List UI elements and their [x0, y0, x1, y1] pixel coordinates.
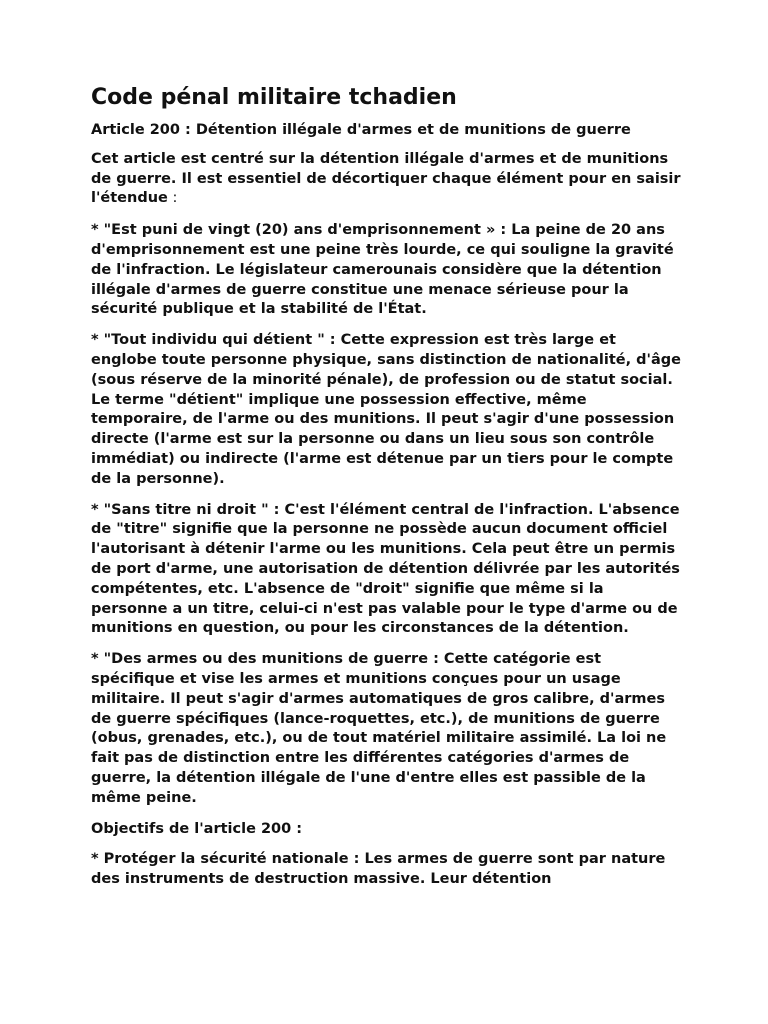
- objectives-heading: Objectifs de l'article 200 :: [91, 820, 303, 837]
- intro-text: Cet article est centré sur la détention illégale d'armes et de munitions de guerre. Il est essentiel de décortiquer chaque élément pour en saisir l'étendue: [91, 150, 681, 207]
- bullet-paragraph-4: * "Des armes ou des munitions de guerre : Cette catégorie est spécifique et vise les armes et munitions conçues pour un usage militaire. Il peut s'agir d'armes automatiques de gros calibre, d'armes de guerre spécifiques (lance-roquettes, etc.), de munitions de guerre (obus, grenades, etc.), ou de tout matériel militaire assimilé. La loi ne fait pas de distinction entre les différentes catégories d'armes de guerre, la détention illégale de l'une d'entre elles est passible de la même peine.: [91, 651, 667, 806]
- bullet-paragraph-2: * "Tout individu qui détient " : Cette expression est très large et englobe toute personne physique, sans distinction de nationalité, d'âge (sous réserve de la minorité pénale), de profession ou de statut social. Le terme "détient" implique une possession effective, même temporaire, de l'arme ou des munitions. Il peut s'agir d'une possession directe (l'arme est sur la personne ou dans un lieu sous son contrôle immédiat) ou indirecte (l'arme est détenue par un tiers pour le compte de la personne).: [91, 332, 681, 487]
- document-page: [91, 84, 681, 901]
- bullet-paragraph-3: * "Sans titre ni droit " : C'est l'élément central de l'infraction. L'absence de "titre" signifie que la personne ne possède aucun document officiel l'autorisant à détenir l'arme ou les munitions. Cela peut être un permis de port d'arme, une autorisation de détention délivrée par les autorités compétentes, etc. L'absence de "droit" signifie que même si la personne a un titre, celui-ci n'est pas valable pour le type d'arme ou de munitions en question, ou pour les circonstances de la détention.: [91, 501, 680, 637]
- article-heading: Article 200 : Détention illégale d'armes et de munitions de guerre: [91, 122, 631, 138]
- document-title: Code pénal militaire tchadien: [91, 85, 457, 110]
- bullet-paragraph-1: * "Est puni de vingt (20) ans d'emprisonnement » : La peine de 20 ans d'emprisonnement est une peine très lourde, ce qui souligne la gravité de l'infraction. Le législateur camerounais considère que la détention illégale d'armes de guerre constitue une menace sérieuse pour la sécurité publique et la stabilité de l'État.: [91, 222, 674, 318]
- intro-paragraph: [91, 150, 681, 209]
- objective-bullet-1: * Protéger la sécurité nationale : Les armes de guerre sont par nature des instruments de destruction massive. Leur détention: [91, 851, 666, 888]
- intro-tail: :: [167, 190, 178, 207]
